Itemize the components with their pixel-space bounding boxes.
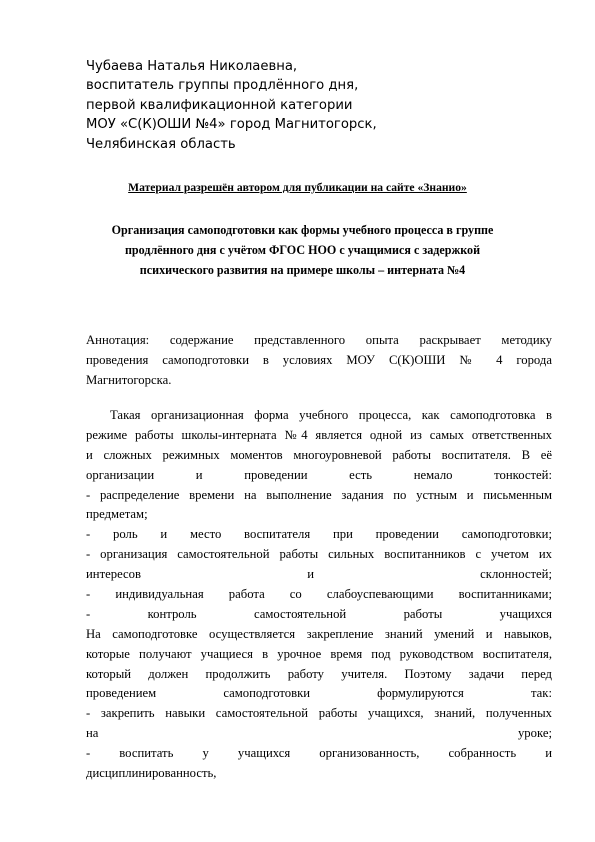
permission-text: Материал разрешён автором для публикации на сайте «Знанио» bbox=[128, 181, 467, 194]
body-line: Такая организационная форма учебного процесса, как самоподготовка в bbox=[110, 408, 552, 422]
body-line: которые получают учащиеся в урочное время под руководством воспитателя, bbox=[86, 646, 552, 661]
author-position: воспитатель группы продлённого дня, bbox=[86, 78, 359, 94]
body-line: - распределение времени на выполнение задания по устным и письменным bbox=[86, 487, 552, 502]
body-line: предметам; bbox=[86, 507, 148, 522]
body-line: проведением самоподготовки формулируются так: bbox=[86, 686, 552, 701]
annotation-line: Магнитогорска. bbox=[86, 372, 172, 387]
author-block bbox=[86, 57, 377, 154]
author-name: Чубаева Наталья Николаевна, bbox=[86, 59, 298, 74]
body-line: который должен продолжить работу учителя. Поэтому задачи перед bbox=[86, 666, 552, 681]
author-category: первой квалификационной категории bbox=[86, 97, 353, 113]
title-line: Организация самоподготовки как формы учебного процесса в группе bbox=[111, 223, 494, 237]
body-line: - организация самостоятельной работы сильных воспитанников с учетом их bbox=[86, 547, 552, 562]
title-line: продлённого дня с учётом ФГОС НОО с учащимися с задержкой bbox=[124, 242, 481, 257]
body-line: - контроль самостоятельной работы учащихся bbox=[86, 606, 552, 621]
body-line: режиме работы школы-интерната №4 является одной из самых ответственных bbox=[86, 427, 552, 442]
body-line: на уроке; bbox=[86, 726, 552, 741]
body-line: - роль и место воспитателя при проведении самоподготовки; bbox=[86, 527, 552, 542]
body-line: - закрепить навыки самостоятельной работы учащихся, знаний, полученных bbox=[86, 706, 552, 721]
author-school: МОУ «С(К)ОШИ №4» город Магнитогорск, bbox=[86, 117, 377, 133]
body-line: организации и проведении есть немало тонкостей: bbox=[86, 467, 552, 482]
title-line: психического развития на примере школы – интерната №4 bbox=[139, 262, 466, 277]
body-line: - воспитать у учащихся организованность, собранность и bbox=[86, 746, 552, 761]
body-line: На самоподготовке осуществляется закрепление знаний умений и навыков, bbox=[86, 626, 552, 641]
body-line: дисциплинированность, bbox=[86, 766, 217, 781]
annotation-line: Аннотация: содержание представленного опыта раскрывает методику bbox=[86, 333, 552, 347]
author-region: Челябинская область bbox=[86, 136, 236, 152]
body-line: интересов и склонностей; bbox=[86, 567, 552, 582]
annotation-paragraph bbox=[86, 331, 552, 391]
document-title bbox=[90, 221, 515, 280]
annotation-line: проведения самоподготовки в условиях МОУ С(К)ОШИ № 4 города bbox=[86, 352, 552, 367]
main-text bbox=[86, 406, 552, 784]
body-line: и сложных режимных моментов многоуровневой работы воспитателя. В её bbox=[86, 447, 552, 462]
body-line: - индивидуальная работа со слабоуспевающими воспитанниками; bbox=[86, 587, 552, 602]
publication-permission bbox=[0, 181, 595, 194]
